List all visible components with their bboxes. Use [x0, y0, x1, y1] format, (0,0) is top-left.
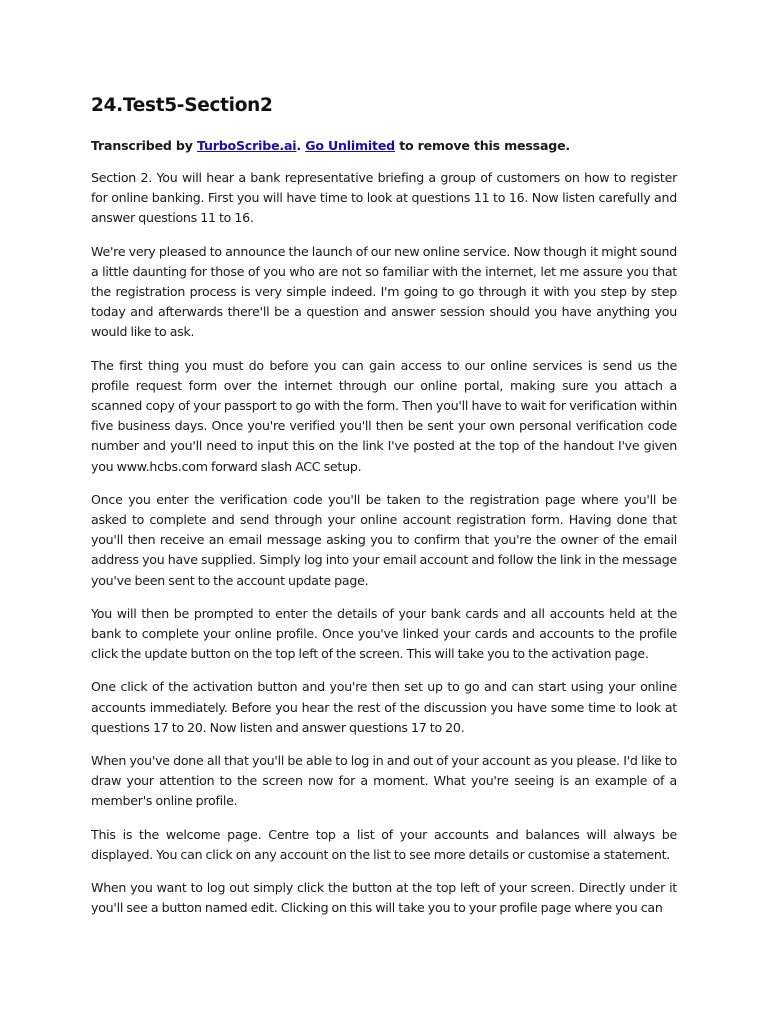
turboscribe-link[interactable]: TurboScribe.ai [196, 138, 297, 153]
paragraph-2: We're very pleased to announce the launch of our new online service. Now though it might sound a little daunting for those of you who are not so familiar with the internet, let me assure you that the registration process is very simple indeed. I'm going to go through it with you step by step today and afterwards there'll be a question and answer session should you have anything you would like to ask. [91, 243, 677, 340]
paragraph-9: When you want to log out simply click the button at the top left of your screen. Directly under it you'll see a button named edit. Clicking on this will take you to your profile page where you can [91, 880, 677, 916]
transcription-notice [91, 136, 677, 156]
page-title: 24.Test5-Section2 [91, 95, 273, 116]
paragraph-5: You will then be prompted to enter the details of your bank cards and all accounts held at the bank to complete your online profile. Once you've linked your cards and accounts to the profile click the update button on the top left of the screen. This will take you to the activation page. [91, 605, 677, 662]
paragraph-8: This is the welcome page. Centre top a list of your accounts and balances will always be displayed. You can click on any account on the list to see more details or customise a statement. [91, 826, 677, 862]
paragraph-6: One click of the activation button and you're then set up to go and can start using your online accounts immediately. Before you hear the rest of the discussion you have some time to look at questions 17 to 20. Now listen and answer questions 17 to 20. [91, 679, 677, 735]
paragraph-4: Once you enter the verification code you'll be taken to the registration page where you'll be asked to complete and send through your online account registration form. Having done that you'll then receive an email message asking you to confirm that you're the owner of the email address you have supplied. Simply log into your email account and follow the link in the message you've been sent to the account update page. [91, 491, 677, 588]
notice-suffix: to remove this message. [395, 138, 570, 153]
go-unlimited-link[interactable]: Go Unlimited [305, 138, 396, 153]
paragraph-7: When you've done all that you'll be able to log in and out of your account as you please. I'd like to draw your attention to the screen now for a moment. What you're seeing is an example of a member's online profile. [91, 753, 677, 809]
notice-separator: . [296, 138, 306, 153]
paragraph-1: Section 2. You will hear a bank representative briefing a group of customers on how to register for online banking. First you will have time to look at questions 11 to 16. Now listen carefully and answer questions 11 to 16. [91, 170, 677, 226]
paragraph-3: The first thing you must do before you can gain access to our online services is send us the profile request form over the internet through our online portal, making sure you attach a scanned copy of your passport to go with the form. Then you'll have to wait for verification within five business days. Once you're verified you'll then be sent your own personal verification code number and you'll need to input this on the link I've posted at the top of the handout I've given you www.hcbs.com forward slash ACC setup. [91, 357, 677, 474]
document-page [91, 93, 677, 932]
notice-prefix: Transcribed by [91, 138, 197, 153]
